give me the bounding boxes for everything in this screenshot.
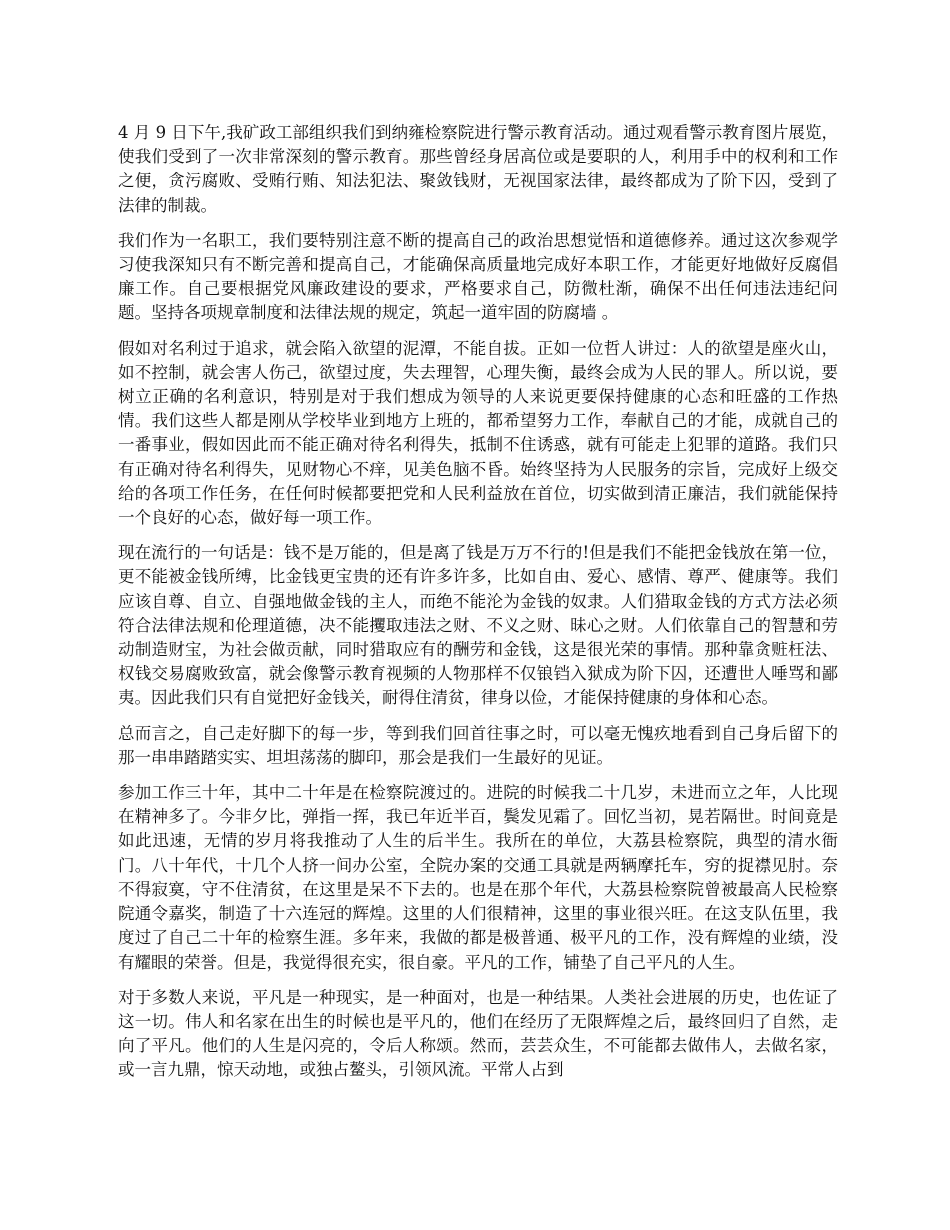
paragraph-6: 参加工作三十年，其中二十年是在检察院渡过的。进院的时候我二十几岁，未进而立之年，人比现在精神多了。今非夕比，弹指一挥，我已年近半百，鬓发见霜了。回忆当初，晃若隔世。时间竟是如此迅速，无情的岁月将我推动了人生的后半生。我所在的单位，大荔县检察院，典型的清水衙门。八十年代，十几个人挤一间办公室，全院办案的交通工具就是两辆摩托车，穷的捉襟见肘。奈不得寂寞，守不住清贫，在这里是呆不下去的。也是在那个年代，大荔县检察院曾被最高人民检察院通令嘉奖，制造了十六连冠的辉煌。这里的人们很精神，这里的事业很兴旺。在这支队伍里，我度过了自己二十年的检察生涯。多年来，我做的都是极普通、极平凡的工作，没有辉煌的业绩，没有耀眼的荣誉。但是，我觉得很充实，很自豪。平凡的工作，铺垫了自己平凡的人生。	[118, 783, 838, 972]
paragraph-1: 4 月 9 日下午,我矿政工部组织我们到纳雍检察院进行警示教育活动。通过观看警示教育图片展览，使我们受到了一次非常深刻的警示教育。那些曾经身居高位或是要职的人，利用手中的权利和工作之便，贪污腐败、受贿行贿、知法犯法、聚敛钱财，无视国家法律，最终都成为了阶下囚，受到了法律的制裁。	[118, 123, 838, 215]
paragraph-5: 总而言之，自己走好脚下的每一步，等到我们回首往事之时，可以毫无愧疚地看到自己身后留下的那一串串踏踏实实、坦坦荡荡的脚印，那会是我们一生最好的见证。	[118, 723, 838, 767]
paragraph-2: 我们作为一名职工，我们要特别注意不断的提高自己的政治思想觉悟和道德修养。通过这次参观学习使我深知只有不断完善和提高自己，才能确保高质量地完成好本职工作，才能更好地做好反腐倡廉工作。自己要根据党风廉政建设的要求，严格要求自己，防微杜渐，确保不出任何违法违纪问题。坚持各项规章制度和法律法规的规定，筑起一道牢固的防腐墙 。	[118, 230, 838, 323]
paragraph-3: 假如对名利过于追求，就会陷入欲望的泥潭，不能自拔。正如一位哲人讲过：人的欲望是座火山，如不控制，就会害人伤己，欲望过度，失去理智，心理失衡，最终会成为人民的罪人。所以说，要树立正确的名利意识，特别是对于我们想成为领导的人来说更要保持健康的心态和旺盛的工作热情。我们这些人都是刚从学校毕业到地方上班的，都希望努力工作，奉献自己的才能，成就自己的一番事业，假如因此而不能正确对待名利得失，抵制不住诱惑，就有可能走上犯罪的道路。我们只有正确对待名利得失，见财物心不痒，见美色脑不昏。始终坚持为人民服务的宗旨，完成好上级交给的各项工作任务，在任何时候都要把党和人民利益放在首位，切实做到清正廉洁，我们就能保持一个良好的心态，做好每一项工作。	[118, 338, 838, 528]
paragraph-4: 现在流行的一句话是：钱不是万能的，但是离了钱是万万不行的!但是我们不能把金钱放在第一位，更不能被金钱所缚，比金钱更宝贵的还有许多许多，比如自由、爱心、感情、尊严、健康等。我们应该自尊、自立、自强地做金钱的主人，而绝不能沦为金钱的奴隶。人们猎取金钱的方式方法必须符合法律法规和伦理道德，决不能攫取违法之财、不义之财、昧心之财。人们依靠自己的智慧和劳动制造财宝，为社会做贡献，同时猎取应有的酬劳和金钱，这是很光荣的事情。那种靠贪赃枉法、权钱交易腐败致富，就会像警示教育视频的人物那样不仅锒铛入狱成为阶下囚，还遭世人唾骂和鄙夷。因此我们只有自觉把好金钱关，耐得住清贫，律身以俭，才能保持健康的身体和心态。	[118, 543, 838, 708]
paragraph-7: 对于多数人来说，平凡是一种现实，是一种面对，也是一种结果。人类社会进展的历史，也佐证了这一切。伟人和名家在出生的时候也是平凡的，他们在经历了无限辉煌之后，最终回归了自然，走向了平凡。他们的人生是闪亮的，令后人称颂。然而，芸芸众生，不可能都去做伟人，去做名家，或一言九鼎，惊天动地，或独占鳌头，引领风流。平常人占到	[118, 987, 838, 1080]
document-body	[118, 121, 838, 1094]
